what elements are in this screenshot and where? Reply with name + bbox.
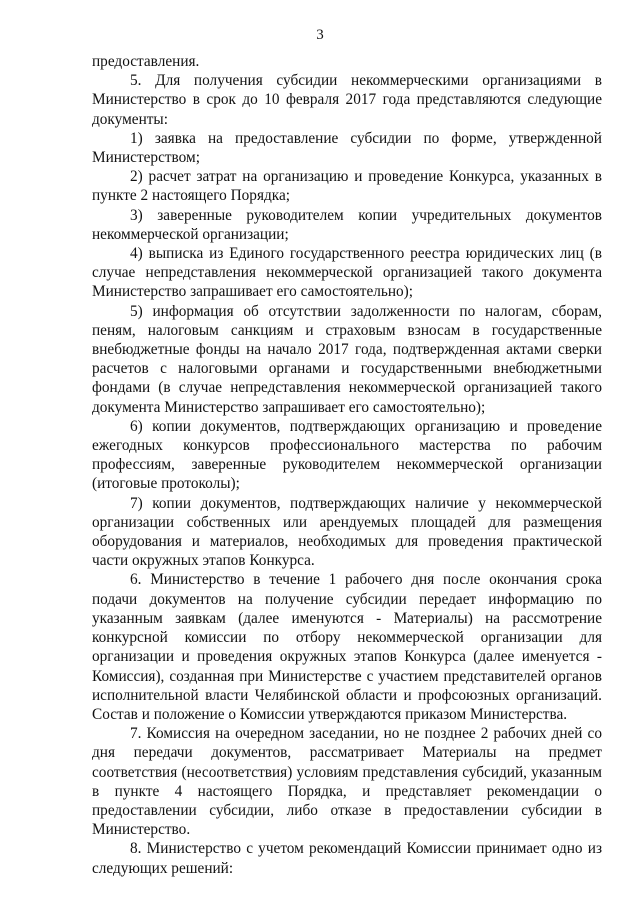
list-item-2: 2) расчет затрат на организацию и проведение Конкурса, указанных в пункте 2 настоящего Порядка;	[92, 168, 602, 205]
list-item-3: 3) заверенные руководителем копии учредительных документов некоммерческой организации;	[92, 206, 602, 243]
document-body	[92, 52, 602, 878]
list-item-1: 1) заявка на предоставление субсидии по форме, утвержденной Министерством;	[92, 129, 602, 167]
list-item-4: 4) выписка из Единого государственного реестра юридических лиц (в случае непредставления некоммерческой организацией такого документа Министерство запрашивает его самостоятельно);	[92, 245, 602, 301]
list-item-5: 5) информация об отсутствии задолженности по налогам, сборам, пеням, налоговым санкциям и страховым взносам в государственные внебюджетные фонды на начало 2017 года, подтвержденная актами сверки расчетов с налоговыми органами и государственными внебюджетными фондами (в случае непредставления некоммерческой организацией такого документа Министерство запрашивает его самостоятельно);	[92, 302, 602, 416]
list-item-6: 6) копии документов, подтверждающих организацию и проведение ежегодных конкурсов профессионального мастерства по рабочим профессиям, заверенные руководителем некоммерческой организации (итоговые протоколы);	[92, 417, 602, 493]
paragraph-clause-7: 7. Комиссия на очередном заседании, но не позднее 2 рабочих дней со дня передачи документов, рассматривает Материалы на предмет соответствия (несоответствия) условиям представления субсидий, указанным в пункте 4 настоящего Порядка, и представляет рекомендации о предоставлении субсидии, либо отказе в предоставлении субсидии в Министерство.	[92, 725, 602, 839]
paragraph-clause-8: 8. Министерство с учетом рекомендаций Комиссии принимает одно из следующих решений:	[92, 840, 602, 877]
list-item-7: 7) копии документов, подтверждающих наличие у некоммерческой организации собственных или арендуемых площадей для размещения оборудования и материалов, необходимых для проведения практической части окружных этапов Конкурса.	[92, 494, 602, 570]
page-number: 3	[316, 27, 324, 43]
paragraph-continuation: предоставления.	[92, 53, 200, 70]
paragraph-clause-6: 6. Министерство в течение 1 рабочего дня после окончания срока подачи документов на получение субсидии передает информацию по указанным заявкам (далее именуются - Материалы) на рассмотрение конкурсной комиссии по отбору некоммерческой организации для организации и проведения окружных этапов Конкурса (далее именуется - Комиссия), созданная при Министерстве с участием представителей органов исполнительной власти Челябинской области и профсоюзных организаций. Состав и положение о Комиссии утверждаются приказом Министерства.	[92, 571, 602, 723]
paragraph-clause-5: 5. Для получения субсидии некоммерческими организациями в Министерство в срок до 10 февраля 2017 года представляются следующие документы:	[92, 72, 602, 128]
